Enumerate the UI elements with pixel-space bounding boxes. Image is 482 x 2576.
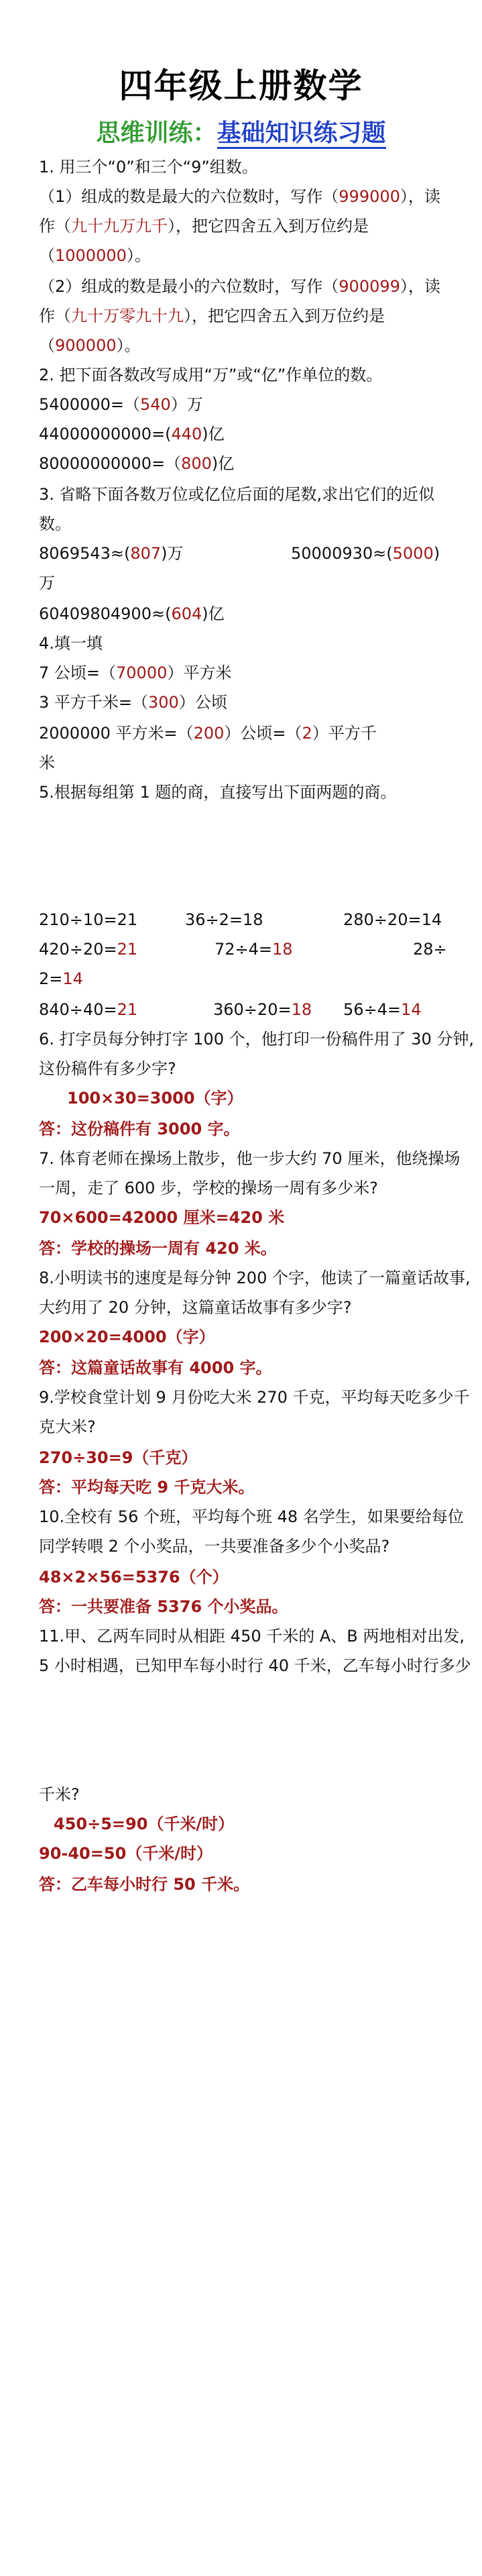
q4-item-b: 3 平方千米=（300）公顷: [39, 693, 227, 712]
q1-answer-smallest: 900099: [339, 277, 400, 296]
q11-stem-line1: 11.甲、乙两车同时从相距 450 千米的 A、B 两地相对出发,: [39, 1627, 465, 1646]
q11-stem-line2: 5 小时相遇，已知甲车每小时行 40 千米，乙车每小时行多少: [39, 1656, 471, 1675]
q9-answer: 答：平均每天吃 9 千克大米。: [39, 1478, 255, 1497]
q10-stem-line2: 同学转喂 2 个小奖品，一共要准备多少个小奖品?: [39, 1537, 390, 1556]
q9-calc: 270÷30=9（千克）: [39, 1448, 198, 1467]
q7-calc: 70×600=42000 厘米=420 米: [39, 1208, 285, 1227]
q3-item-a: 8069543≈(807)万: [39, 544, 184, 563]
q11-calc1: 450÷5=90（千米/时）: [54, 1815, 235, 1833]
q1-part1-line1: （1）组成的数是最大的六位数时，写作（999000），读: [39, 187, 440, 206]
subtitle-green: 思维训练：: [96, 119, 217, 147]
q1-stem: 1. 用三个“0”和三个“9”组数。: [39, 158, 258, 176]
q3-stem-line1: 3. 省略下面各数万位或亿位后面的尾数,求出它们的近似: [39, 485, 435, 504]
q3-item-b-unit: 万: [39, 574, 55, 592]
q7-stem-line2: 一周，走了 600 步，学校的操场一周有多少米?: [39, 1179, 378, 1197]
q9-stem-line1: 9.学校食堂计划 9 月份吃大米 270 千克，平均每天吃多少千: [39, 1388, 470, 1407]
q1-part1-line2: 作（九十九万九千），把它四舍五入到万位约是: [39, 217, 369, 235]
q2-item-c: 80000000000=（800)亿: [39, 454, 235, 473]
q2-item-a: 5400000=（540）万: [39, 395, 203, 414]
q4-item-c-unit: 米: [39, 753, 55, 772]
q5-r2c1: 420÷20=21: [39, 940, 138, 959]
q11-answer: 答：乙车每小时行 50 千米。: [39, 1875, 250, 1894]
q11-calc2: 90-40=50（千米/时）: [39, 1844, 213, 1863]
q5-r1c1: 210÷10=21: [39, 910, 138, 929]
q1-answer-read-smallest: 九十万零九十九: [71, 307, 184, 325]
q7-stem-line1: 7. 体育老师在操场上散步，他一步大约 70 厘米，他绕操场: [39, 1149, 461, 1168]
q5-r2c3-part2: 2=14: [39, 969, 83, 988]
q10-answer: 答：一共要准备 5376 个小奖品。: [39, 1597, 288, 1616]
q1-answer-round-largest: 1000000: [55, 246, 127, 265]
q3-item-c: 60409804900≈(604)亿: [39, 604, 225, 623]
q4-stem: 4.填一填: [39, 634, 103, 653]
q1-part2-line1: （2）组成的数是最小的六位数时，写作（900099），读: [39, 277, 440, 296]
q10-stem-line1: 10.全校有 56 个班，平均每个班 48 名学生，如果要给每位: [39, 1507, 464, 1526]
q5-r3c3: 56÷4=14: [343, 1000, 422, 1019]
q5-r2c3-part1: 28÷: [413, 940, 447, 959]
q5-r1c2: 36÷2=18: [185, 910, 263, 929]
q10-calc: 48×2×56=5376（个）: [39, 1568, 229, 1587]
q8-stem-line2: 大约用了 20 分钟，这篇童话故事有多少字?: [39, 1298, 352, 1317]
page-subtitle: [0, 114, 482, 148]
q11-stem-line3: 千米?: [39, 1785, 80, 1804]
q6-stem-line2: 这份稿件有多少字?: [39, 1059, 176, 1078]
q9-stem-line2: 克大米?: [39, 1417, 96, 1436]
q2-item-b: 44000000000=(440)亿: [39, 425, 225, 443]
page-title: 四年级上册数学: [119, 66, 363, 105]
q5-r3c1: 840÷40=21: [39, 1000, 138, 1019]
q6-calc: 100×30=3000（字）: [67, 1089, 243, 1108]
q1-answer-round-smallest: 900000: [55, 336, 117, 355]
q1-part1-line3: （1000000）。: [39, 246, 151, 265]
q2-stem: 2. 把下面各数改写成用“万”或“亿”作单位的数。: [39, 366, 383, 384]
q5-r1c3: 280÷20=14: [343, 910, 442, 929]
q5-stem: 5.根据每组第 1 题的商，直接写出下面两题的商。: [39, 783, 397, 802]
q8-calc: 200×20=4000（字）: [39, 1328, 215, 1346]
q6-stem-line1: 6. 打字员每分钟打字 100 个，他打印一份稿件用了 30 分钟,: [39, 1030, 475, 1049]
q1-answer-largest: 999000: [339, 187, 400, 206]
q3-stem-line2: 数。: [39, 515, 71, 533]
q4-item-c: 2000000 平方米=（200）公顷=（2）平方千: [39, 724, 377, 743]
q7-answer: 答：学校的操场一周有 420 米。: [39, 1239, 277, 1258]
q1-part2-line3: （900000）。: [39, 336, 141, 355]
q5-r2c2: 72÷4=18: [215, 940, 293, 959]
q5-r3c2: 360÷20=18: [213, 1000, 312, 1019]
subtitle-blue: 基础知识练习题: [217, 119, 386, 149]
q8-stem-line1: 8.小明读书的速度是每分钟 200 个字，他读了一篇童话故事,: [39, 1269, 471, 1287]
q1-part2-line2: 作（九十万零九十九），把它四舍五入到万位约是: [39, 307, 385, 325]
q6-answer: 答：这份稿件有 3000 字。: [39, 1120, 240, 1138]
q1-answer-read-largest: 九十九万九千: [71, 217, 168, 235]
q4-item-a: 7 公顷=（70000）平方米: [39, 663, 232, 682]
q3-item-b: 50000930≈(5000): [291, 544, 440, 563]
q8-answer: 答：这篇童话故事有 4000 字。: [39, 1358, 272, 1377]
